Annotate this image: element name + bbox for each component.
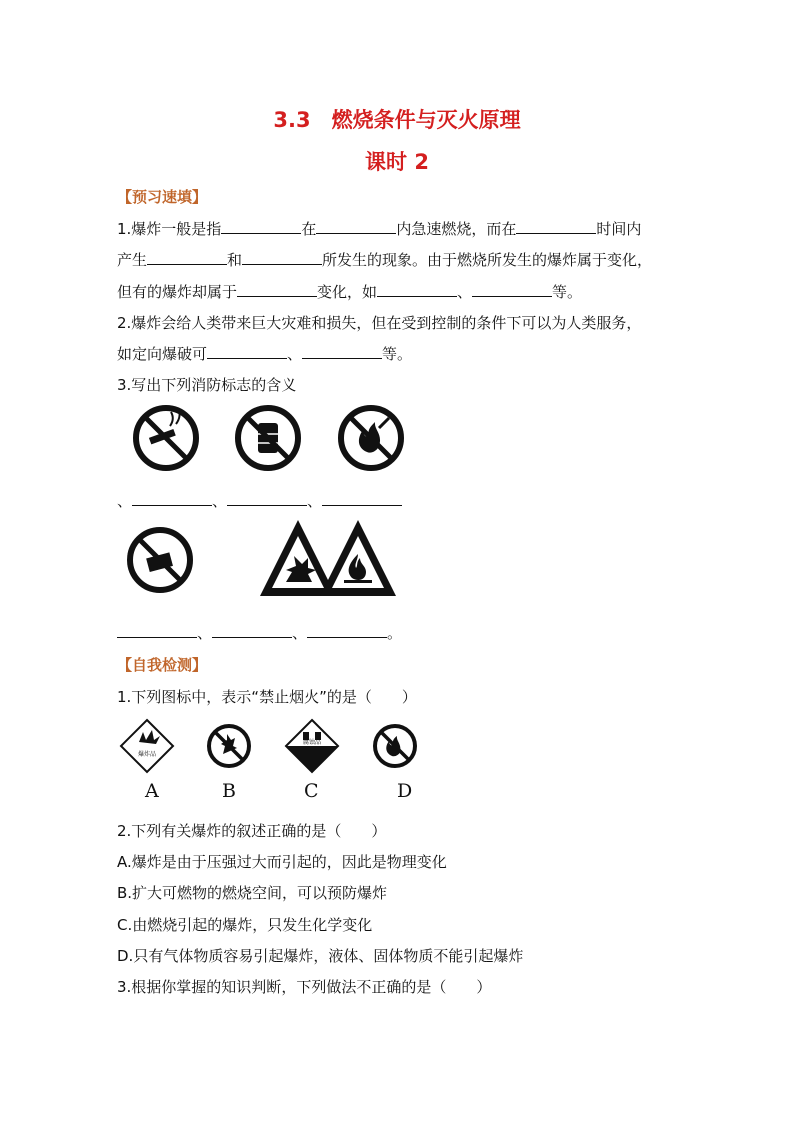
diamond-c-label: 腐蚀品 xyxy=(302,739,322,746)
sep-text: 、 xyxy=(197,624,213,642)
q1-text-j: 、 xyxy=(457,283,473,301)
selfcheck-q3: 3.根据你掌握的知识判断，下列做法不正确的是（ ） xyxy=(117,978,492,996)
sep-text: 、 xyxy=(307,492,323,510)
q1-text-d: 时间内 xyxy=(596,220,642,238)
q2-text-d: 等。 xyxy=(382,345,413,363)
section-preview-heading: 【预习速填】 xyxy=(117,188,208,206)
sign-row-1-answers xyxy=(117,490,402,511)
sign-row-2-answers xyxy=(117,622,402,643)
answer-blank[interactable] xyxy=(302,344,382,359)
q2-option-c: C.由燃烧引起的爆炸，只发生化学变化 xyxy=(117,916,373,934)
sep-text: 、 xyxy=(292,624,308,642)
no-fire-icon xyxy=(375,726,415,766)
flammable-warning-icon xyxy=(320,520,396,596)
sign-row-2 xyxy=(124,518,414,600)
explosive-warning-icon xyxy=(260,520,336,596)
answer-blank[interactable] xyxy=(132,491,212,506)
q1-text-g: 所发生的现象。由于燃烧所发生的爆炸属于变化， xyxy=(322,251,653,269)
q1-text-a: 1.爆炸一般是指 xyxy=(117,220,222,238)
end-text: 。 xyxy=(387,624,403,642)
no-oil-drum-icon xyxy=(238,408,298,468)
preview-q2-line2 xyxy=(117,343,412,364)
option-label-d: D xyxy=(397,780,413,802)
answer-blank[interactable] xyxy=(212,623,292,638)
answer-blank[interactable] xyxy=(307,623,387,638)
diamond-a-label: 爆炸品 xyxy=(137,751,157,758)
q2-option-d: D.只有气体物质容易引起爆炸，液体、固体物质不能引起爆炸 xyxy=(117,947,524,965)
q2-option-b: B.扩大可燃物的燃烧空间，可以预防爆炸 xyxy=(117,884,388,902)
q2-text-b: 如定向爆破可 xyxy=(117,345,208,363)
answer-blank[interactable] xyxy=(316,219,396,234)
option-icons xyxy=(117,718,427,774)
q1-text-e: 产生 xyxy=(117,251,148,269)
answer-blank[interactable] xyxy=(207,344,287,359)
explosive-goods-diamond-icon xyxy=(121,720,173,772)
q1-text-f: 和 xyxy=(227,251,243,269)
q1-text-k: 等。 xyxy=(552,283,583,301)
option-label-a: A xyxy=(145,780,159,802)
section-selfcheck-heading: 【自我检测】 xyxy=(117,656,208,674)
answer-blank[interactable] xyxy=(227,491,307,506)
answer-blank[interactable] xyxy=(147,250,227,265)
sep-text: 、 xyxy=(212,492,228,510)
q2-option-a: A.爆炸是由于压强过大而引起的，因此是物理变化 xyxy=(117,853,447,871)
q2-text-c: 、 xyxy=(287,345,303,363)
preview-q2-line1: 2.爆炸会给人类带来巨大灾难和损失，但在受到控制的条件下可以为人类服务， xyxy=(117,314,642,332)
no-matches-icon xyxy=(130,530,190,590)
q1-text-b: 在 xyxy=(301,220,317,238)
no-smoking-icon xyxy=(136,408,196,468)
no-fire-icon xyxy=(341,408,401,468)
answer-blank[interactable] xyxy=(221,219,301,234)
answer-blank[interactable] xyxy=(377,282,457,297)
answer-blank[interactable] xyxy=(322,491,402,506)
selfcheck-q2: 2.下列有关爆炸的叙述正确的是（ ） xyxy=(117,822,387,840)
option-letters xyxy=(117,780,437,806)
answer-blank[interactable] xyxy=(117,623,197,638)
no-explosives-icon xyxy=(209,726,249,766)
preview-q1-line1 xyxy=(117,218,641,239)
answer-blank[interactable] xyxy=(242,250,322,265)
preview-q1-line2 xyxy=(117,249,652,270)
answer-blank[interactable] xyxy=(516,219,596,234)
preview-q1-line3 xyxy=(117,281,582,302)
sign-row-1 xyxy=(130,405,410,473)
preview-q3: 3.写出下列消防标志的含义 xyxy=(117,376,297,394)
page-title: 3.3 燃烧条件与灭火原理 xyxy=(273,108,521,132)
q1-text-i: 变化，如 xyxy=(317,283,378,301)
q1-text-c: 内急速燃烧，而在 xyxy=(396,220,517,238)
q1-text-h: 但有的爆炸却属于 xyxy=(117,283,238,301)
answer-blank[interactable] xyxy=(237,282,317,297)
answer-blank[interactable] xyxy=(472,282,552,297)
page-subtitle: 课时 2 xyxy=(365,150,429,174)
option-label-b: B xyxy=(222,780,236,802)
option-label-c: C xyxy=(304,780,319,802)
corrosive-diamond-icon xyxy=(286,720,338,772)
selfcheck-q1: 1.下列图标中，表示“禁止烟火”的是（ ） xyxy=(117,688,417,706)
sep-text: 、 xyxy=(117,492,133,510)
